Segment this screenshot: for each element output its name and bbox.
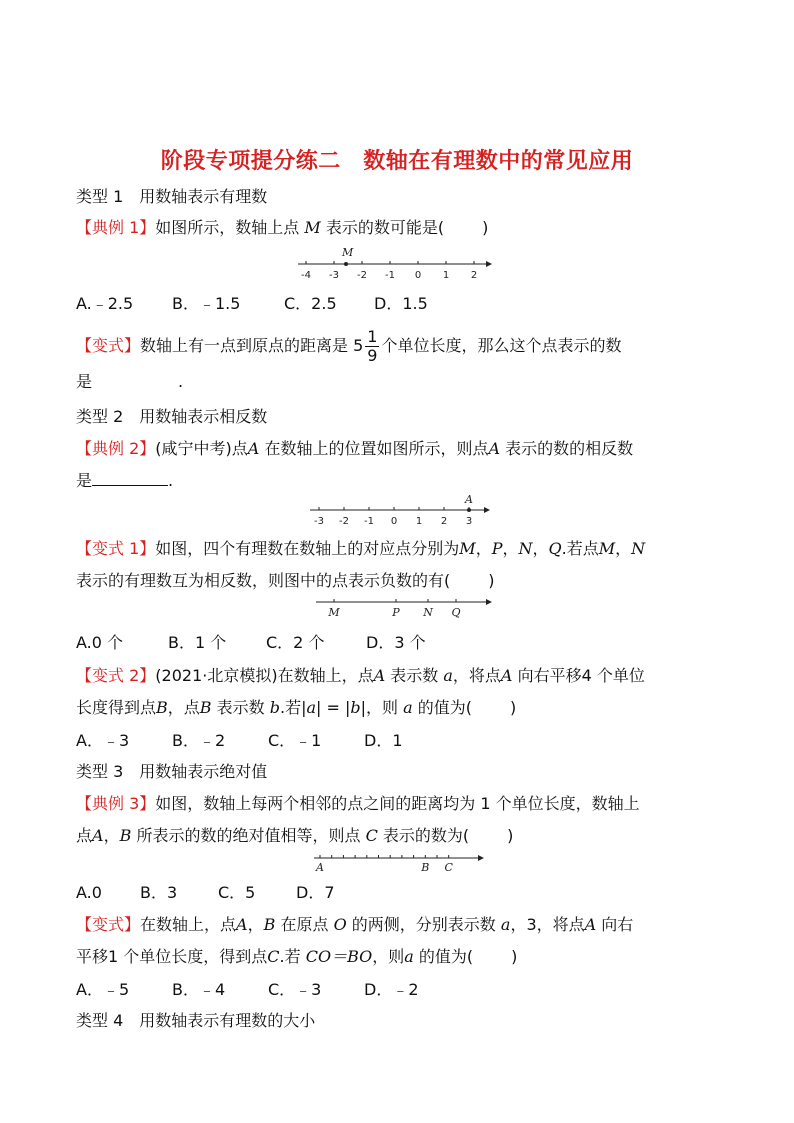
choice-b[interactable]: B．3	[140, 883, 178, 902]
variant2-choices	[76, 730, 403, 752]
tick-label: 0	[414, 270, 422, 281]
variant3-line2: 平移1 个单位长度，得到点C.若 CO＝BO，则a 的值为( )	[76, 947, 518, 966]
variant-type1-line2: 是 .	[76, 372, 184, 391]
point-label: P	[392, 606, 400, 619]
answer-blank[interactable]	[92, 470, 168, 486]
section-heading-type1: 类型 1 用数轴表示有理数	[76, 187, 268, 206]
variant1-line2: 表示的有理数互为相反数，则图中的点表示负数的有( )	[76, 571, 495, 590]
tick-label: 1	[442, 270, 450, 281]
choice-a[interactable]: A.0 个	[76, 633, 124, 652]
page-title: 阶段专项提分练二 数轴在有理数中的常见应用	[160, 149, 634, 174]
point-label: Q	[451, 606, 461, 619]
choice-a[interactable]: A.0	[76, 883, 102, 902]
choice-c[interactable]: C．﹣3	[268, 980, 322, 999]
tick-label: 2	[440, 516, 448, 527]
section-heading-type3: 类型 3 用数轴表示绝对值	[76, 762, 268, 781]
variant1-line1: 【变式 1】如图，四个有理数在数轴上的对应点分别为M，P，N，Q.若点M，N	[76, 539, 646, 558]
number-line-example1	[296, 244, 492, 284]
choice-a[interactable]: A．﹣3	[76, 731, 130, 750]
choice-d[interactable]: D．﹣2	[364, 980, 419, 999]
point-m-label: M	[342, 246, 354, 259]
variant2-line1: 【变式 2】(2021·北京模拟)在数轴上，点A 表示数 a，将点A 向右平移4 个单位	[76, 666, 645, 685]
tick-label: 2	[470, 270, 478, 281]
choice-b[interactable]: B．﹣2	[172, 731, 226, 750]
section-heading-type4: 类型 4 用数轴表示有理数的大小	[76, 1011, 316, 1030]
tick-label: 0	[390, 516, 398, 527]
variant1-choices	[76, 632, 426, 654]
variant3-line1: 【变式】在数轴上，点A，B 在原点 O 的两侧，分别表示数 a，3，将点A 向右	[76, 915, 634, 934]
tick-label: -3	[329, 270, 339, 281]
tick-label: 1	[415, 516, 423, 527]
choice-c[interactable]: C．2 个	[266, 633, 325, 652]
example3-line2: 点A，B 所表示的数的绝对值相等，则点 C 表示的数为( )	[76, 826, 514, 845]
point-a-dot	[467, 508, 471, 512]
example1-choices	[76, 293, 428, 315]
number-line-example3	[312, 850, 484, 878]
choice-a[interactable]: A.﹣2.5	[76, 294, 134, 313]
choice-c[interactable]: C．﹣1	[268, 731, 322, 750]
point-label: N	[423, 606, 433, 619]
fraction: $\frac{1}{9}$	[367, 327, 378, 365]
tick-label: -2	[339, 516, 349, 527]
choice-d[interactable]: D．7	[296, 883, 335, 902]
variant2-line2: 长度得到点B，点B 表示数 b.若|a| = |b|，则 a 的值为( )	[76, 698, 517, 717]
number-line-example2	[308, 494, 490, 530]
example3-choices	[76, 882, 335, 904]
choice-d[interactable]: D．3 个	[366, 633, 426, 652]
choice-b[interactable]: B．1 个	[168, 633, 227, 652]
point-label: B	[421, 861, 430, 874]
point-label: A	[316, 861, 324, 874]
variant-type1-line1: 【变式】数轴上有一点到原点的距离是 5 $\frac{1}{9}$ 个单位长度，那么这个点表示的数	[76, 327, 622, 365]
example2-line2: 是 .	[76, 471, 174, 490]
point-label: C	[444, 861, 453, 874]
choice-c[interactable]: C．5	[218, 883, 256, 902]
tick-label: -1	[385, 270, 395, 281]
tick-label: -3	[314, 516, 324, 527]
choice-b[interactable]: B．﹣4	[172, 980, 226, 999]
point-label: M	[328, 606, 340, 619]
example1-tag: 【典例 1】	[76, 218, 156, 237]
variant3-choices	[76, 979, 419, 1001]
number-line-variant1	[314, 594, 492, 624]
tick-label: -4	[301, 270, 311, 281]
choice-b[interactable]: B．﹣1.5	[172, 294, 241, 313]
choice-d[interactable]: D．1.5	[374, 294, 428, 313]
choice-c[interactable]: C．2.5	[284, 294, 337, 313]
point-m-dot	[344, 262, 348, 266]
choice-d[interactable]: D．1	[364, 731, 403, 750]
section-heading-type2: 类型 2 用数轴表示相反数	[76, 407, 268, 426]
example2-line1: 【典例 2】(咸宁中考)点A 在数轴上的位置如图所示，则点A 表示的数的相反数	[76, 439, 634, 458]
example1-question: 【典例 1】如图所示，数轴上点 M 表示的数可能是( )	[76, 218, 489, 237]
tick-label: -1	[364, 516, 374, 527]
tick-label: 3	[465, 516, 473, 527]
example3-line1: 【典例 3】如图，数轴上每两个相邻的点之间的距离均为 1 个单位长度，数轴上	[76, 794, 640, 813]
tick-label: -2	[357, 270, 367, 281]
point-a-label: A	[465, 493, 473, 506]
choice-a[interactable]: A．﹣5	[76, 980, 130, 999]
